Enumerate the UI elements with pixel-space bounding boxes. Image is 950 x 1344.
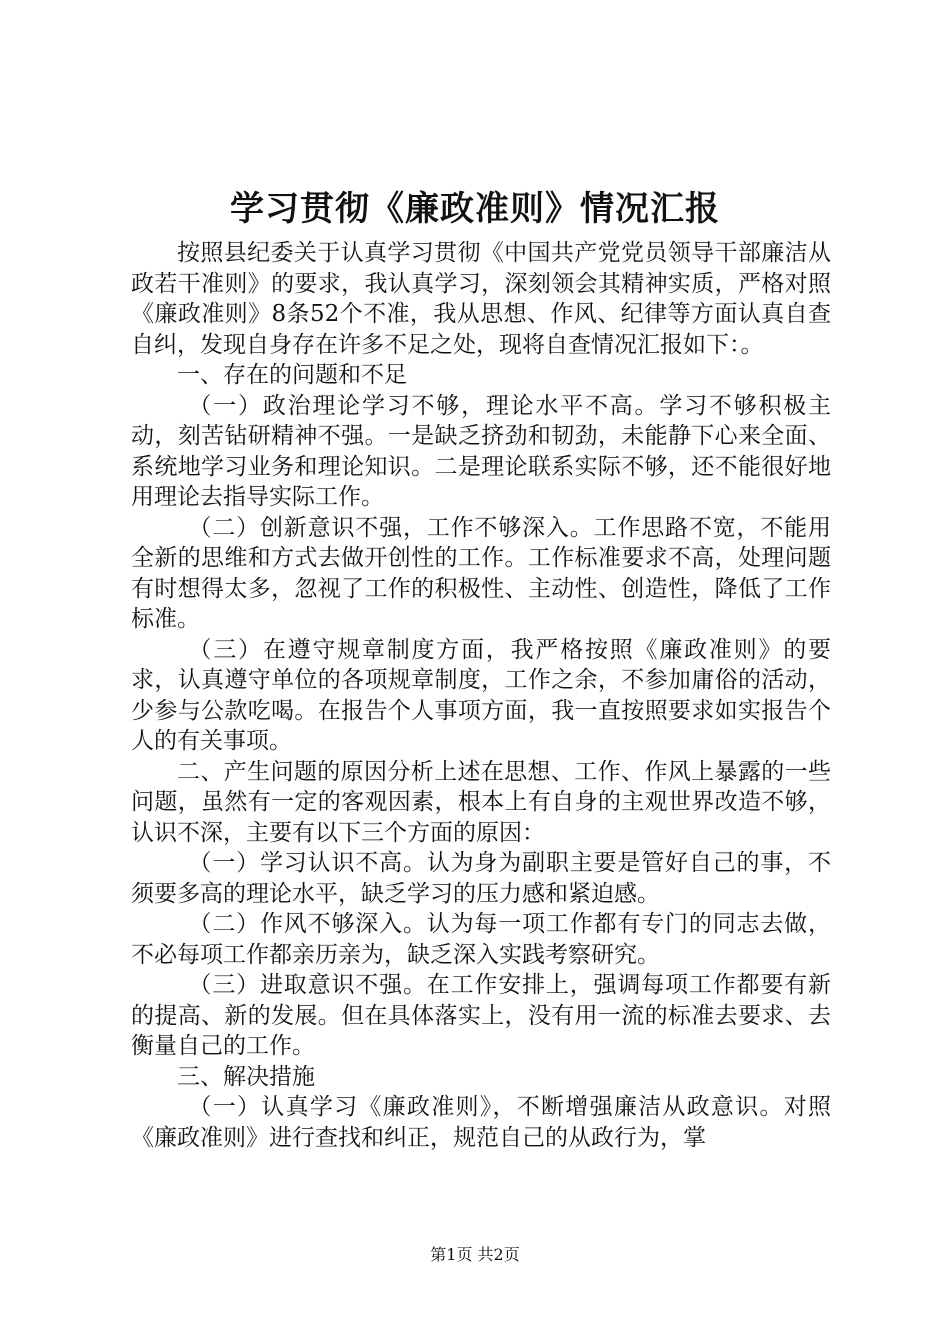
section-heading-2: 二、产生问题的原因分析上述在思想、工作、作风上暴露的一些问题，虽然有一定的客观因素，根本上有自身的主观世界改造不够，认识不深，主要有以下三个方面的原因： xyxy=(131,758,831,846)
document-body xyxy=(131,238,831,1183)
paragraph-3-1: （一）认真学习《廉政准则》，不断增强廉洁从政意识。对照《廉政准则》进行查找和纠正，规范自己的从政行为，掌 xyxy=(131,1094,831,1151)
paragraph-1-1: （一）政治理论学习不够，理论水平不高。学习不够积极主动，刻苦钻研精神不强。一是缺乏挤劲和韧劲，未能静下心来全面、系统地学习业务和理论知识。二是理论联系实际不够，还不能很好地用理论去指导实际工作。 xyxy=(131,392,831,510)
paragraph-2-3: （三）进取意识不强。在工作安排上，强调每项工作都要有新的提高、新的发展。但在具体落实上，没有用一流的标准去要求、去衡量自己的工作。 xyxy=(131,972,831,1059)
paragraph-intro: 按照县纪委关于认真学习贯彻《中国共产党党员领导干部廉洁从政若干准则》的要求，我认真学习，深刻领会其精神实质，严格对照《廉政准则》8条52个不准，我从思想、作风、纪律等方面认真自查自纠，发现自身存在许多不足之处，现将自查情况汇报如下：。 xyxy=(131,240,831,358)
section-heading-1: 一、存在的问题和不足 xyxy=(177,362,407,388)
document-title: 学习贯彻《廉政准则》情况汇报 xyxy=(230,189,720,229)
section-heading-3: 三、解决措施 xyxy=(177,1063,315,1090)
paragraph-1-3: （三）在遵守规章制度方面，我严格按照《廉政准则》的要求，认真遵守单位的各项规章制度，工作之余，不参加庸俗的活动，少参与公款吃喝。在报告个人事项方面，我一直按照要求如实报告个人的有关事项。 xyxy=(131,636,831,754)
paragraph-1-2: （二）创新意识不强，工作不够深入。工作思路不宽，不能用全新的思维和方式去做开创性的工作。工作标准要求不高，处理问题有时想得太多，忽视了工作的积极性、主动性、创造性，降低了工作标准。 xyxy=(131,514,831,632)
page-footer: 第1页 共2页 xyxy=(430,1245,520,1264)
paragraph-2-1: （一）学习认识不高。认为身为副职主要是管好自己的事，不须要多高的理论水平，缺乏学习的压力感和紧迫感。 xyxy=(131,850,831,907)
paragraph-2-2: （二）作风不够深入。认为每一项工作都有专门的同志去做，不必每项工作都亲历亲为，缺乏深入实践考察研究。 xyxy=(131,911,831,968)
